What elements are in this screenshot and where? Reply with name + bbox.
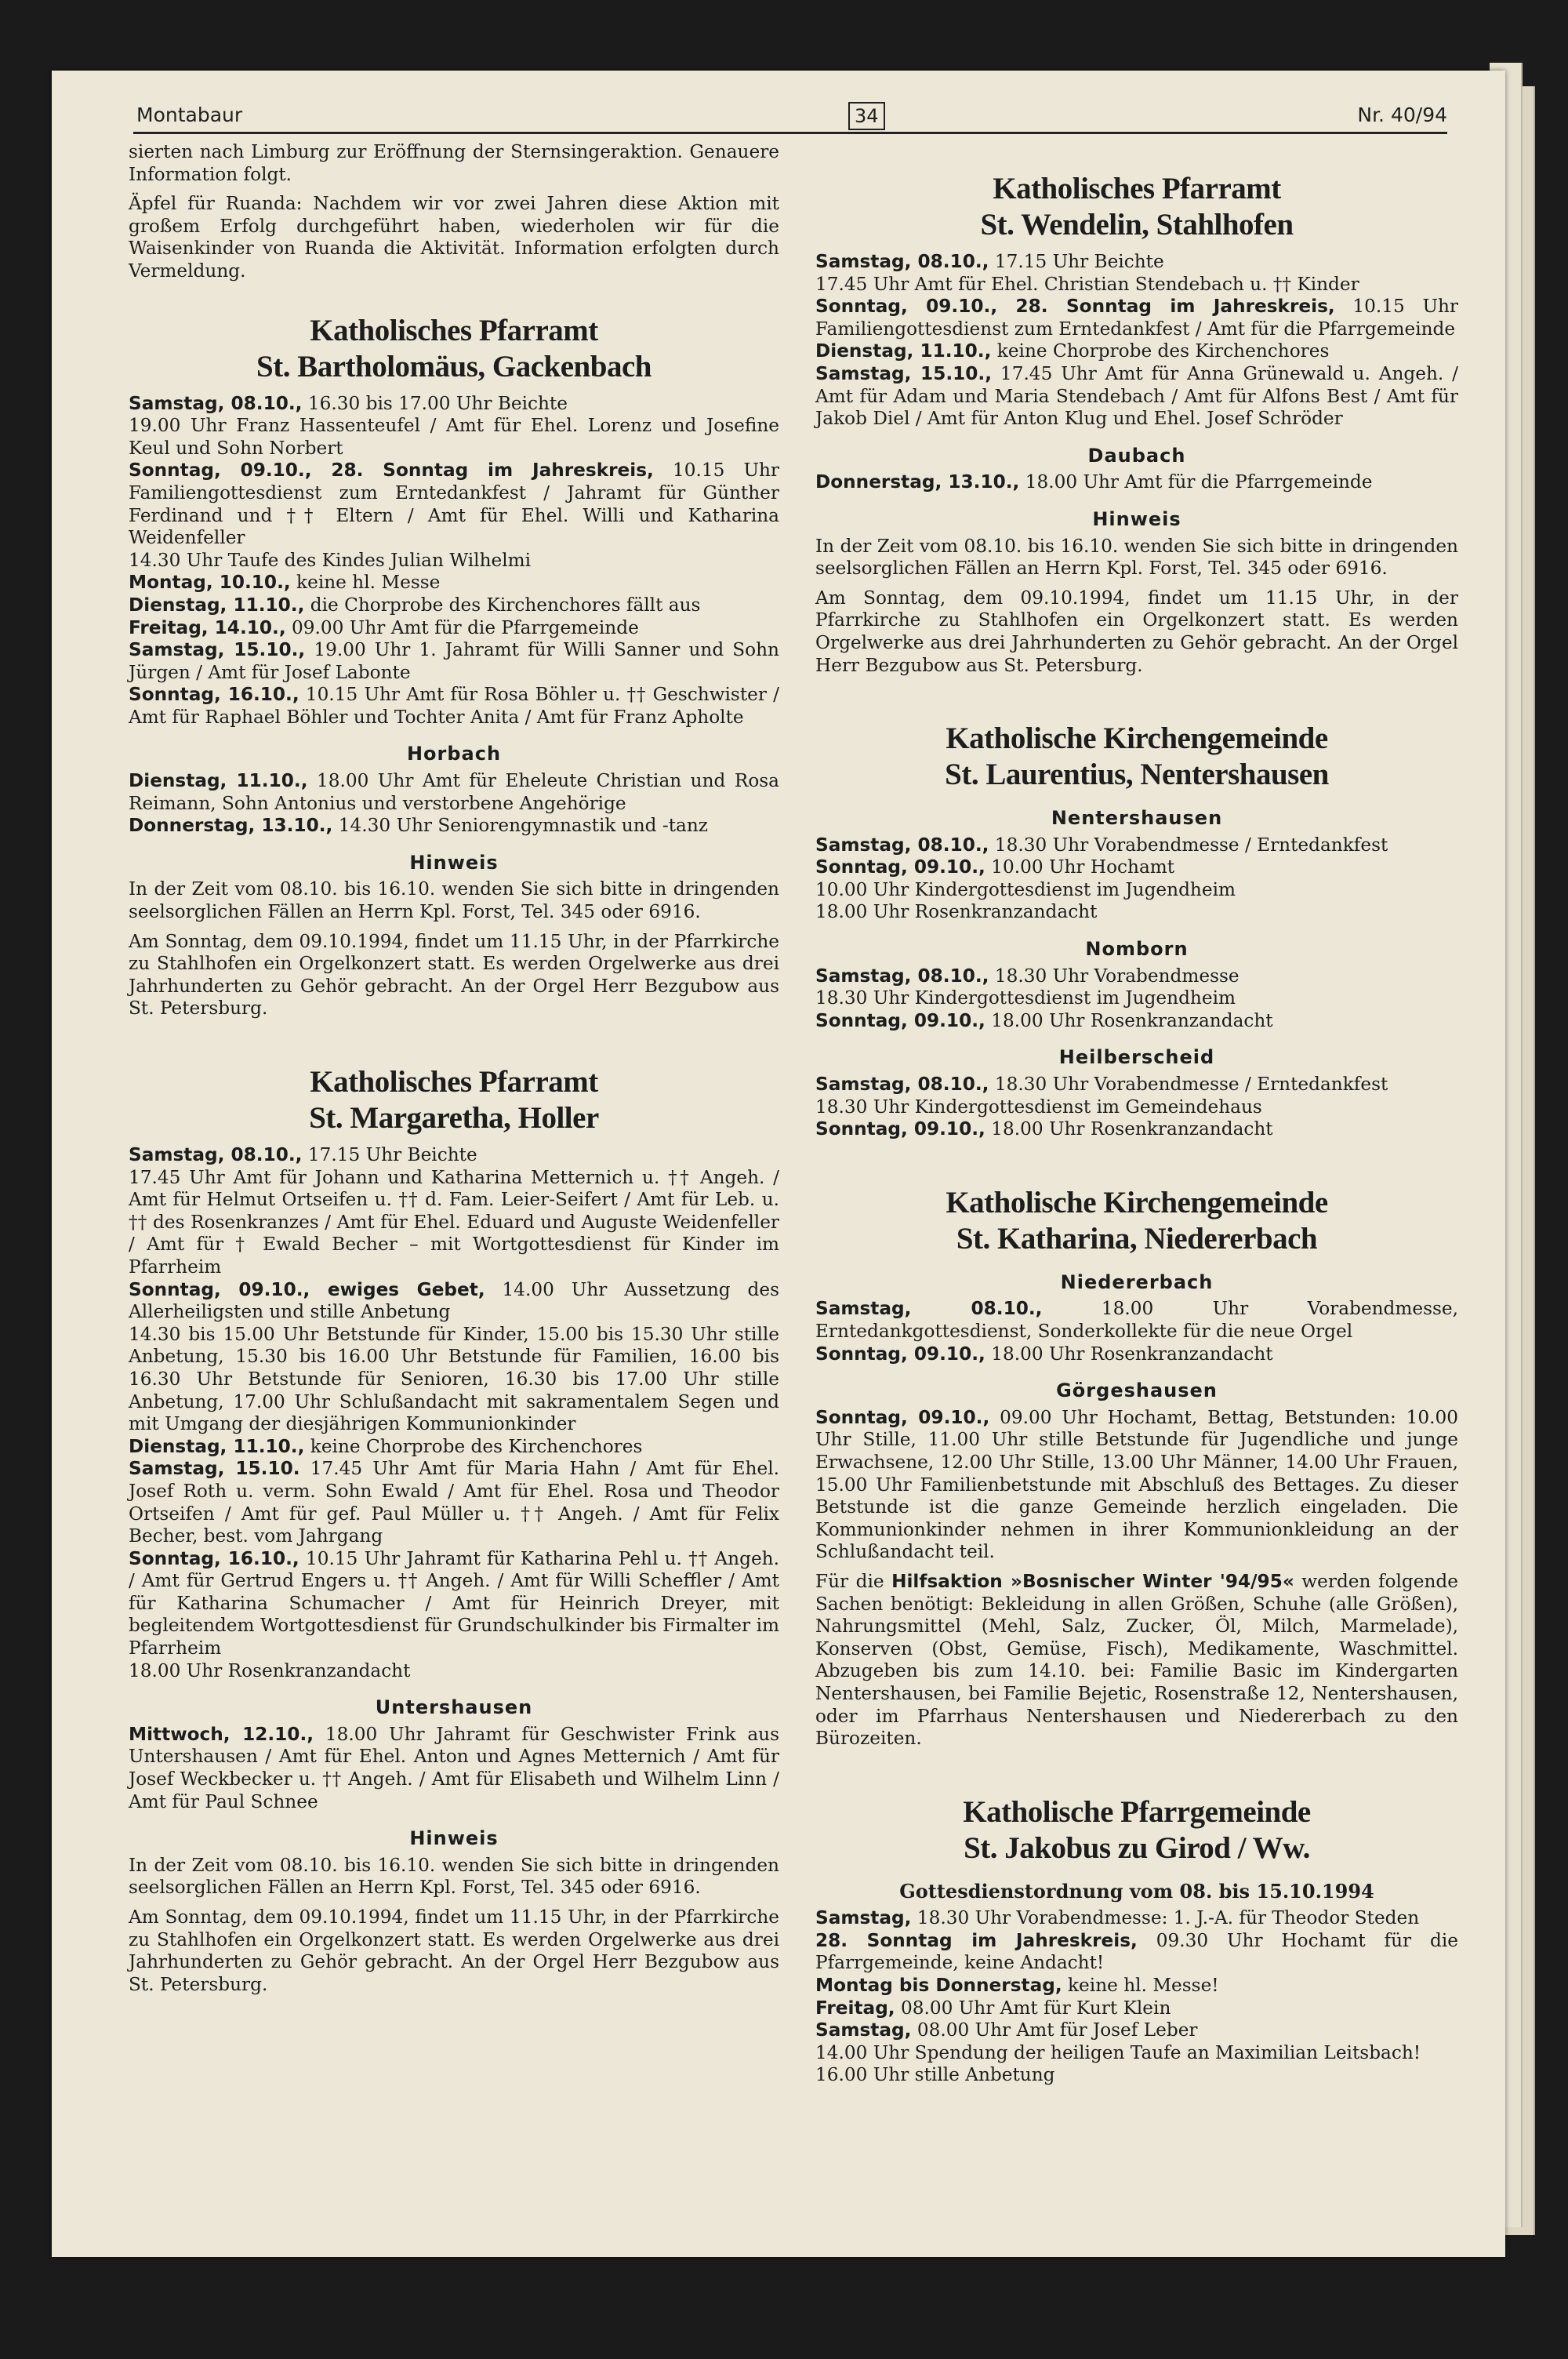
entry-text: 18.00 Uhr Rosenkranzandacht bbox=[129, 1659, 411, 1681]
parish-heading bbox=[815, 721, 1458, 793]
entry-date: Sonntag, 09.10., bbox=[815, 1406, 990, 1428]
entry-highlight: Hilfsaktion »Bosnischer Winter '94/95« bbox=[891, 1570, 1294, 1592]
entry-date: Samstag, 08.10., bbox=[815, 1074, 989, 1096]
schedule-entry bbox=[129, 141, 779, 186]
entry-text: 18.00 Uhr Amt für die Pfarrgemeinde bbox=[1019, 471, 1373, 493]
schedule-entry bbox=[129, 1724, 779, 1813]
entry-text: Am Sonntag, dem 09.10.1994, findet um 11.15 Uhr, in der Pfarrkirche zu Stahlhofen ein Orgelkonzert statt. Es werden Orgelwerke aus drei Jahrhunderten zu Gehör gebracht. An der Orgel Herr Bezgubow aus St. Petersburg. bbox=[129, 1906, 779, 1995]
entry-text: 10.00 Uhr Hochamt bbox=[985, 856, 1175, 878]
entry-text: 08.00 Uhr Amt für Kurt Klein bbox=[895, 1997, 1171, 2019]
entry-text: 10.15 Uhr Amt für Rosa Böhler u. †† Geschwister / Amt für Raphael Böhler und Tochter Anita / Amt für Franz Apholte bbox=[129, 684, 779, 728]
parish-heading bbox=[129, 1064, 779, 1136]
schedule-entry bbox=[815, 1010, 1458, 1033]
entry-text: 18.30 Uhr Kindergottesdienst im Gemeindehaus bbox=[815, 1096, 1262, 1118]
entry-text: 17.45 Uhr Amt für Ehel. Christian Stendebach u. †† Kinder bbox=[815, 273, 1359, 295]
schedule-entry bbox=[129, 1548, 779, 1660]
entry-text: 18.00 Uhr Jahramt für Geschwister Frink aus Untershausen / Amt für Ehel. Anton und Agnes Metternich / Amt für Josef Weckbecker u. †† Angeh. / Amt für Elisabeth und Wilhelm Linn / Amt für Paul Schnee bbox=[129, 1723, 779, 1812]
schedule-entry bbox=[129, 460, 779, 549]
entry-text: 18.30 Uhr Vorabendmesse bbox=[989, 965, 1240, 987]
schedule-entry bbox=[815, 987, 1458, 1010]
location-heading: Hinweis bbox=[1092, 507, 1181, 530]
location-heading: Untershausen bbox=[375, 1696, 533, 1719]
entry-date: Sonntag, 16.10., bbox=[129, 1547, 299, 1569]
schedule-entry bbox=[129, 931, 779, 1020]
schedule-entry bbox=[129, 617, 779, 640]
entry-date: Samstag, 08.10., bbox=[815, 834, 989, 856]
parish-subtitle: St. Wendelin, Stahlhofen bbox=[980, 208, 1294, 242]
page-header bbox=[133, 99, 1447, 134]
schedule-entry bbox=[129, 1855, 779, 1899]
schedule-entry bbox=[815, 1975, 1458, 1997]
schedule-entry bbox=[129, 1144, 779, 1167]
schedule-entry bbox=[815, 1096, 1458, 1119]
location-heading: Hinweis bbox=[409, 1827, 499, 1850]
header-issue: Nr. 40/94 bbox=[1357, 104, 1447, 126]
schedule-entry bbox=[815, 1571, 1458, 1750]
entry-text: 14.30 Uhr Seniorengymnastik und -tanz bbox=[332, 815, 708, 837]
entry-date: Sonntag, 09.10., 28. Sonntag im Jahreskreis, bbox=[815, 296, 1335, 318]
schedule-entry bbox=[129, 393, 779, 416]
schedule-entry bbox=[815, 856, 1458, 879]
parish-title: Katholische Kirchengemeinde bbox=[946, 722, 1328, 756]
entry-text: 09.30 Uhr Hochamt für die Pfarrgemeinde, keine Andacht! bbox=[815, 1929, 1458, 1974]
schedule-entry bbox=[815, 2064, 1458, 2087]
location-heading: Gottesdienstordnung vom 08. bis 15.10.1994 bbox=[899, 1879, 1374, 1903]
entry-text: keine hl. Messe bbox=[290, 572, 441, 594]
schedule-entry bbox=[815, 2019, 1458, 2042]
entry-text: 17.45 Uhr Amt für Johann und Katharina Metternich u. †† Angeh. / Amt für Helmut Ortseifen u. †† d. Fam. Leier-Seifert / Amt für Leb. u. †† des Rosenkranzes / Amt für Ehel. Eduard und Auguste Weidenfeller / Amt für † Ewald Becher – mit Wortgottesdienst für Kinder im Pfarrheim bbox=[129, 1166, 779, 1278]
schedule-entry bbox=[815, 1298, 1458, 1343]
entry-text: 19.00 Uhr Franz Hassenteufel / Amt für Ehel. Lorenz und Josefine Keul und Sohn Norbert bbox=[129, 415, 779, 459]
entry-text: In der Zeit vom 08.10. bis 16.10. wenden Sie sich bitte in dringenden seelsorglichen Fällen an Herrn Kpl. Forst, Tel. 345 oder 6916. bbox=[815, 535, 1458, 580]
entry-text: 10.15 Uhr Familiengottesdienst zum Erntedankfest / Amt für die Pfarrgemeinde bbox=[815, 296, 1459, 340]
entry-text: 14.30 Uhr Taufe des Kindes Julian Wilhelmi bbox=[129, 549, 532, 571]
schedule-entry bbox=[129, 684, 779, 729]
entry-text: 16.00 Uhr stille Anbetung bbox=[815, 2064, 1055, 2086]
entry-date: Dienstag, 11.10., bbox=[129, 1435, 305, 1457]
parish-subtitle: St. Katharina, Niedererbach bbox=[956, 1221, 1318, 1256]
location-heading: Nentershausen bbox=[1051, 807, 1223, 830]
schedule-entry bbox=[129, 1660, 779, 1683]
schedule-entry bbox=[129, 770, 779, 815]
schedule-entry bbox=[815, 965, 1458, 988]
parish-title: Katholisches Pfarramt bbox=[993, 172, 1281, 205]
schedule-entry bbox=[815, 251, 1458, 274]
entry-text: 18.30 Uhr Vorabendmesse / Erntedankfest bbox=[989, 834, 1388, 856]
entry-text: Für die bbox=[815, 1570, 892, 1592]
entry-text: Äpfel für Ruanda: Nachdem wir vor zwei Jahren diese Aktion mit großem Erfolg durchgeführt haben, wiederholen wir für die Waisenkinder von Ruanda die Aktivität. Information erfolgten durch Vermeldung. bbox=[129, 193, 779, 282]
schedule-entry bbox=[815, 536, 1458, 580]
schedule-entry bbox=[815, 363, 1458, 431]
newspaper-page bbox=[52, 71, 1505, 2257]
schedule-entry bbox=[129, 878, 779, 923]
schedule-entry bbox=[129, 415, 779, 460]
schedule-entry bbox=[129, 1324, 779, 1436]
entry-date: Sonntag, 09.10., bbox=[815, 1009, 985, 1031]
schedule-entry bbox=[815, 587, 1458, 677]
entry-date: Samstag, bbox=[815, 1907, 912, 1929]
schedule-entry bbox=[129, 572, 779, 594]
entry-date: Samstag, 08.10., bbox=[815, 1298, 1043, 1320]
entry-date: Mittwoch, 12.10., bbox=[129, 1723, 314, 1745]
parish-title: Katholisches Pfarramt bbox=[310, 313, 598, 347]
parish-subtitle: St. Laurentius, Nentershausen bbox=[945, 758, 1329, 792]
schedule-entry bbox=[129, 1436, 779, 1459]
entry-date: Sonntag, 09.10., bbox=[815, 1118, 985, 1140]
entry-text: 17.45 Uhr Amt für Anna Grünewald u. Angeh. / Amt für Adam und Maria Stendebach / Amt für Alfons Best / Amt für Jakob Diel / Amt für Anton Klug und Ehel. Josef Schröder bbox=[815, 362, 1458, 430]
schedule-entry bbox=[815, 1407, 1458, 1564]
schedule-entry bbox=[815, 296, 1458, 340]
entry-date: Samstag, 08.10., bbox=[815, 965, 989, 987]
entry-date: Dienstag, 11.10., bbox=[815, 340, 992, 362]
entry-text: sierten nach Limburg zur Eröffnung der Sternsingeraktion. Genauere Information folgt. bbox=[129, 141, 779, 185]
entry-text: 09.00 Uhr Hochamt, Bettag, Betstunden: 10.00 Uhr Stille, 11.00 Uhr stille Betstunde für Jugendliche und junge Erwachsene, 12.00 Uhr Stille, 13.00 Uhr Männer, 14.00 Uhr Frauen, 15.00 Uhr Familienbetstunde mit Abschluß des Bettages. Zu dieser Betstunde ist die ganze Gemeinde herzlich eingeladen. Die Kommunionkinder nehmen in ihrer Kommunionkleidung an der Schlußandacht teil. bbox=[815, 1406, 1458, 1563]
schedule-entry bbox=[815, 1343, 1458, 1366]
schedule-entry bbox=[815, 2042, 1458, 2065]
entry-date: Freitag, bbox=[815, 1997, 895, 2019]
entry-text: 17.15 Uhr Beichte bbox=[989, 251, 1164, 272]
location-heading: Heilberscheid bbox=[1058, 1046, 1215, 1069]
location-heading: Niedererbach bbox=[1060, 1270, 1214, 1293]
entry-text: keine hl. Messe! bbox=[1062, 1975, 1219, 1997]
schedule-entry bbox=[129, 193, 779, 282]
entry-text: Am Sonntag, dem 09.10.1994, findet um 11.15 Uhr, in der Pfarrkirche zu Stahlhofen ein Orgelkonzert statt. Es werden Orgelwerke aus drei Jahrhunderten zu Gehör gebracht. An der Orgel Herr Bezgubow aus St. Petersburg. bbox=[129, 930, 779, 1020]
entry-text: 18.00 Uhr Rosenkranzandacht bbox=[985, 1009, 1273, 1031]
entry-text: 16.30 bis 17.00 Uhr Beichte bbox=[302, 392, 568, 414]
schedule-entry bbox=[815, 1997, 1458, 2020]
entry-date: Dienstag, 11.10., bbox=[129, 594, 305, 616]
entry-text: 17.15 Uhr Beichte bbox=[302, 1144, 477, 1165]
entry-text: 08.00 Uhr Amt für Josef Leber bbox=[911, 2019, 1198, 2041]
parish-heading bbox=[815, 1185, 1458, 1257]
entry-date: Dienstag, 11.10., bbox=[129, 770, 308, 792]
entry-text: 14.00 Uhr Aussetzung des Allerheiligsten und stille Anbetung bbox=[129, 1278, 779, 1323]
schedule-entry bbox=[815, 879, 1458, 902]
entry-text: keine Chorprobe des Kirchenchores bbox=[991, 340, 1330, 362]
entry-text: keine Chorprobe des Kirchenchores bbox=[304, 1435, 643, 1457]
entry-text: die Chorprobe des Kirchenchores fällt aus bbox=[304, 594, 701, 616]
parish-heading bbox=[129, 313, 779, 385]
location-heading: Daubach bbox=[1087, 444, 1186, 467]
entry-text: 18.00 Uhr Amt für Eheleute Christian und Rosa Reimann, Sohn Antonius und verstorbene Angehörige bbox=[129, 770, 780, 814]
entry-text: 10.00 Uhr Kindergottesdienst im Jugendheim bbox=[815, 878, 1236, 900]
entry-text: In der Zeit vom 08.10. bis 16.10. wenden Sie sich bitte in dringenden seelsorglichen Fällen an Herrn Kpl. Forst, Tel. 345 oder 6916. bbox=[129, 878, 779, 923]
entry-text: 18.30 Uhr Kindergottesdienst im Jugendheim bbox=[815, 987, 1236, 1009]
entry-text: 18.30 Uhr Vorabendmesse / Erntedankfest bbox=[989, 1074, 1388, 1096]
location-heading: Hinweis bbox=[409, 851, 499, 874]
header-page-number: 34 bbox=[848, 102, 885, 130]
entry-date: Samstag, 08.10., bbox=[129, 392, 303, 414]
schedule-entry bbox=[815, 834, 1458, 857]
schedule-entry bbox=[129, 1458, 779, 1547]
entry-text: 18.00 Uhr Rosenkranzandacht bbox=[985, 1343, 1273, 1365]
parish-heading bbox=[815, 171, 1458, 243]
entry-text: werden folgende Sachen benötigt: Bekleidung in allen Größen, Schuhe (alle Größen), Nahrungsmittel (Mehl, Salz, Zucker, Öl, Milch, Marmelade), Konserven (Obst, Gemüse, Fisch), Medikamente, Waschmittel. Abzugeben bis zum 14.10. bei: Familie Basic im Kindergarten Nentershausen, bei Familie Bejetic, Rosenstraße 12, Nentershausen, oder im Pfarrhaus Nentershausen und Niedererbach zu den Bürozeiten. bbox=[815, 1570, 1458, 1750]
entry-text: 14.00 Uhr Spendung der heiligen Taufe an Maximilian Leitsbach! bbox=[815, 2041, 1421, 2063]
entry-text: 09.00 Uhr Amt für die Pfarrgemeinde bbox=[285, 616, 639, 638]
schedule-entry bbox=[815, 1118, 1458, 1141]
location-heading: Görgeshausen bbox=[1056, 1379, 1218, 1402]
entry-text: Am Sonntag, dem 09.10.1994, findet um 11.15 Uhr, in der Pfarrkirche zu Stahlhofen ein Orgelkonzert statt. Es werden Orgelwerke aus drei Jahrhunderten zu Gehör gebracht. An der Orgel Herr Bezgubow aus St. Petersburg. bbox=[815, 587, 1458, 676]
entry-text: 18.00 Uhr Rosenkranzandacht bbox=[985, 1118, 1273, 1140]
entry-date: Sonntag, 09.10., ewiges Gebet, bbox=[129, 1278, 485, 1300]
parish-title: Katholisches Pfarramt bbox=[310, 1065, 598, 1099]
schedule-entry bbox=[815, 274, 1458, 296]
entry-text: 18.00 Uhr Vorabendmesse, Erntedankgottesdienst, Sonderkollekte für die neue Orgel bbox=[815, 1298, 1459, 1342]
entry-text: 19.00 Uhr 1. Jahramt für Willi Sanner und Sohn Jürgen / Amt für Josef Labonte bbox=[129, 639, 779, 683]
schedule-entry bbox=[815, 471, 1458, 494]
location-heading: Nomborn bbox=[1085, 938, 1189, 961]
entry-date: Montag, 10.10., bbox=[129, 572, 291, 594]
entry-date: Samstag, 15.10. bbox=[129, 1458, 300, 1480]
entry-date: Sonntag, 09.10., 28. Sonntag im Jahreskreis, bbox=[129, 460, 654, 482]
parish-heading bbox=[815, 1794, 1458, 1866]
schedule-entry bbox=[129, 639, 779, 684]
parish-subtitle: St. Bartholomäus, Gackenbach bbox=[256, 349, 652, 383]
schedule-entry bbox=[815, 901, 1458, 924]
schedule-entry bbox=[815, 1074, 1458, 1096]
entry-date: Freitag, 14.10., bbox=[129, 616, 286, 638]
entry-text: 10.15 Uhr Familiengottesdienst zum Erntedankfest / Jahramt für Günther Ferdinand und †† Eltern / Amt für Ehel. Willi und Katharina Weidenfeller bbox=[129, 460, 779, 549]
parish-title: Katholische Pfarrgemeinde bbox=[963, 1794, 1311, 1829]
entry-date: Samstag, bbox=[815, 2019, 912, 2041]
entry-date: Sonntag, 16.10., bbox=[129, 684, 299, 706]
entry-date: Samstag, 15.10., bbox=[815, 362, 993, 384]
entry-text: 18.30 Uhr Vorabendmesse: 1. J.-A. für Theodor Steden bbox=[911, 1907, 1420, 1929]
schedule-entry bbox=[815, 1907, 1458, 1930]
header-town: Montabaur bbox=[136, 104, 243, 126]
left-column bbox=[129, 141, 779, 1996]
entry-date: Donnerstag, 13.10., bbox=[129, 815, 333, 837]
entry-text: 10.15 Uhr Jahramt für Katharina Pehl u. †† Angeh. / Amt für Gertrud Engers u. †† Angeh. / Amt für Willi Scheffler / Amt für Katharina Schumacher / Amt für Heinrich Dreyer, mit begleitendem Wortgottesdienst für Grundschulkinder bis Firmalter im Pfarrheim bbox=[129, 1547, 779, 1659]
right-column bbox=[815, 141, 1458, 2087]
entry-text: 14.30 bis 15.00 Uhr Betstunde für Kinder, 15.00 bis 15.30 Uhr stille Anbetung, 15.30 bis 16.00 Uhr Betstunde für Familien, 16.00 bis 16.30 Uhr Betstunde für Senioren, 16.30 bis 17.00 Uhr stille Anbetung, 17.00 Uhr Schlußandacht mit sakramentalem Segen und mit Umgang der diesjährigen Kommunionkinder bbox=[129, 1323, 779, 1435]
schedule-entry bbox=[129, 1279, 779, 1324]
parish-title: Katholische Kirchengemeinde bbox=[946, 1185, 1328, 1219]
schedule-entry bbox=[815, 1930, 1458, 1975]
entry-date: Sonntag, 09.10., bbox=[815, 1343, 985, 1365]
parish-subtitle: St. Margaretha, Holler bbox=[309, 1101, 599, 1135]
schedule-entry bbox=[129, 1906, 779, 1996]
entry-date: Sonntag, 09.10., bbox=[815, 856, 985, 878]
entry-date: Samstag, 08.10., bbox=[815, 251, 989, 272]
schedule-entry bbox=[129, 1167, 779, 1279]
entry-date: 28. Sonntag im Jahreskreis, bbox=[815, 1929, 1138, 1951]
schedule-entry bbox=[815, 340, 1458, 363]
entry-text: In der Zeit vom 08.10. bis 16.10. wenden Sie sich bitte in dringenden seelsorglichen Fällen an Herrn Kpl. Forst, Tel. 345 oder 6916. bbox=[129, 1854, 779, 1899]
entry-text: 18.00 Uhr Rosenkranzandacht bbox=[815, 901, 1098, 923]
schedule-entry bbox=[129, 550, 779, 572]
location-heading: Horbach bbox=[406, 743, 502, 765]
entry-date: Donnerstag, 13.10., bbox=[815, 471, 1020, 493]
schedule-entry bbox=[129, 815, 779, 838]
entry-date: Samstag, 08.10., bbox=[129, 1144, 303, 1165]
entry-text: 17.45 Uhr Amt für Maria Hahn / Amt für Ehel. Josef Roth u. verm. Sohn Ewald / Amt für Ehel. Rosa und Theodor Ortseifen / Amt für gef. Paul Müller u. †† Angeh. / Amt für Felix Becher, best. vom Jahrgang bbox=[129, 1458, 779, 1547]
schedule-entry bbox=[129, 594, 779, 617]
entry-date: Samstag, 15.10., bbox=[129, 639, 306, 661]
entry-date: Montag bis Donnerstag, bbox=[815, 1975, 1062, 1997]
parish-subtitle: St. Jakobus zu Girod / Ww. bbox=[964, 1830, 1310, 1865]
